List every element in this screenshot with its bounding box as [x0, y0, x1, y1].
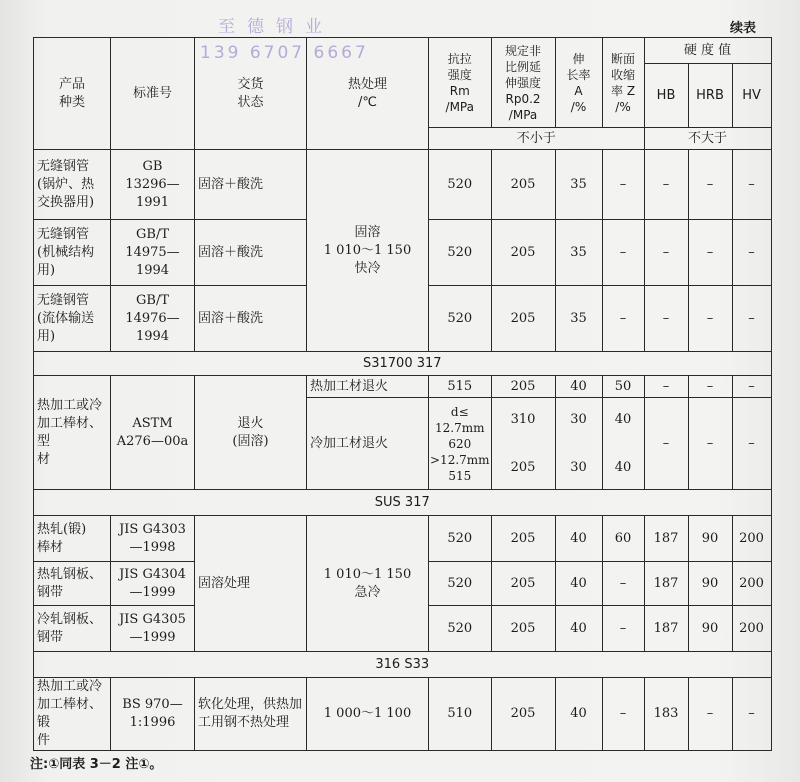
- hrb-cell: –: [688, 220, 732, 286]
- reduction-cell: 50: [602, 376, 644, 398]
- hb-cell: –: [644, 150, 688, 220]
- standard-cell: BS 970— 1:1996: [111, 678, 195, 751]
- hrb-cell: –: [688, 286, 732, 352]
- tensile-cell: 520: [429, 562, 492, 606]
- steel-properties-table: [33, 37, 772, 751]
- section-title: S31700 317: [34, 352, 772, 376]
- hb-cell: –: [644, 286, 688, 352]
- header-elongation: 伸 长率 A /%: [555, 38, 602, 128]
- header-hv: HV: [732, 64, 771, 128]
- hrb-cell: –: [688, 678, 732, 751]
- reduction-cell: –: [602, 606, 644, 652]
- tensile-cell: 515: [429, 376, 492, 398]
- product-cell: 热轧钢板、 钢带: [34, 562, 111, 606]
- table-row: [34, 516, 772, 562]
- watermark-phone: 139 6707 6667: [200, 43, 369, 63]
- hv-cell: –: [732, 150, 771, 220]
- hb-cell: –: [644, 220, 688, 286]
- tensile-cell: d≤ 12.7mm 620 >12.7mm 515: [429, 398, 492, 490]
- hv-cell: –: [732, 286, 771, 352]
- header-heat-treatment: 热处理 /℃: [307, 38, 429, 150]
- header-product: 产品 种类: [34, 38, 111, 150]
- yield-cell: 205: [491, 150, 555, 220]
- watermark-name: 至德钢业: [218, 17, 334, 37]
- hrb-cell: –: [688, 150, 732, 220]
- product-cell: 无缝钢管 (机械结构 用): [34, 220, 111, 286]
- product-cell: 热加工或冷 加工棒材、型 材: [34, 376, 111, 490]
- header-hb: HB: [644, 64, 688, 128]
- hv-cell: 200: [732, 562, 771, 606]
- heat-cell: 1 010～1 150 急冷: [307, 516, 429, 652]
- header-yield: 规定非 比例延 伸强度 Rp0.2 /MPa: [491, 38, 555, 128]
- reduction-cell: 60: [602, 516, 644, 562]
- header-standard: 标准号: [111, 38, 195, 150]
- product-cell: 热加工或冷 加工棒材、锻 件: [34, 678, 111, 751]
- standard-cell: JIS G4305 —1999: [111, 606, 195, 652]
- hv-cell: –: [732, 220, 771, 286]
- yield-cell: 205: [491, 286, 555, 352]
- hrb-cell: –: [688, 398, 732, 490]
- delivery-cell: 软化处理，供热加 工用钢不热处理: [195, 678, 307, 751]
- standard-cell: JIS G4303 —1998: [111, 516, 195, 562]
- standard-cell: GB/T 14975—1994: [111, 220, 195, 286]
- yield-cell: 205: [491, 606, 555, 652]
- header-hrb: HRB: [688, 64, 732, 128]
- section-row: [34, 652, 772, 678]
- elongation-cell: 35: [555, 286, 602, 352]
- elongation-cell: 35: [555, 150, 602, 220]
- hb-cell: –: [644, 398, 688, 490]
- yield-cell: 205: [491, 562, 555, 606]
- section-row: [34, 352, 772, 376]
- product-cell: 冷轧钢板、 钢带: [34, 606, 111, 652]
- header-not-less: 不小于: [429, 128, 645, 150]
- section-row: [34, 490, 772, 516]
- elongation-cell: 35: [555, 220, 602, 286]
- tensile-cell: 520: [429, 286, 492, 352]
- yield-cell: 205: [491, 678, 555, 751]
- yield-cell: 310 205: [491, 398, 555, 490]
- tensile-cell: 510: [429, 678, 492, 751]
- tensile-cell: 520: [429, 516, 492, 562]
- tensile-cell: 520: [429, 606, 492, 652]
- reduction-cell: –: [602, 150, 644, 220]
- standard-cell: JIS G4304 —1999: [111, 562, 195, 606]
- delivery-cell: 固溶处理: [195, 516, 307, 652]
- yield-cell: 205: [491, 220, 555, 286]
- product-cell: 热轧(锻) 棒材: [34, 516, 111, 562]
- footnote: 注:①同表 3－2 注①。: [30, 757, 163, 772]
- table-row: [34, 376, 772, 398]
- reduction-cell: –: [602, 678, 644, 751]
- elongation-cell: 30 30: [555, 398, 602, 490]
- hb-cell: –: [644, 376, 688, 398]
- heat-cell: 1 000～1 100: [307, 678, 429, 751]
- hrb-cell: 90: [688, 562, 732, 606]
- header-hardness: 硬 度 值: [644, 38, 771, 64]
- delivery-cell: 固溶＋酸洗: [195, 220, 307, 286]
- table-row: [34, 678, 772, 751]
- tensile-cell: 520: [429, 150, 492, 220]
- hv-cell: –: [732, 398, 771, 490]
- elongation-cell: 40: [555, 678, 602, 751]
- header-not-more: 不大于: [644, 128, 771, 150]
- hb-cell: 187: [644, 516, 688, 562]
- reduction-cell: 40 40: [602, 398, 644, 490]
- standard-cell: GB 13296—1991: [111, 150, 195, 220]
- hb-cell: 183: [644, 678, 688, 751]
- heat-cell: 固溶 1 010～1 150 快冷: [307, 150, 429, 352]
- table-row: [34, 150, 772, 220]
- continued-label: 续表: [729, 21, 756, 36]
- header-tensile: 抗拉 强度 Rm /MPa: [429, 38, 492, 128]
- hv-cell: –: [732, 376, 771, 398]
- hv-cell: 200: [732, 606, 771, 652]
- standard-cell: GB/T 14976—1994: [111, 286, 195, 352]
- delivery-cell: 固溶＋酸洗: [195, 150, 307, 220]
- hb-cell: 187: [644, 606, 688, 652]
- delivery-cell: 退火 (固溶): [195, 376, 307, 490]
- hv-cell: 200: [732, 516, 771, 562]
- elongation-cell: 40: [555, 562, 602, 606]
- section-title: 316 S33: [34, 652, 772, 678]
- yield-cell: 205: [491, 516, 555, 562]
- product-cell: 无缝钢管 (流体输送 用): [34, 286, 111, 352]
- hrb-cell: –: [688, 376, 732, 398]
- elongation-cell: 40: [555, 516, 602, 562]
- product-cell: 无缝钢管 (锅炉、热 交换器用): [34, 150, 111, 220]
- header-delivery: 交货 状态: [195, 38, 307, 150]
- reduction-cell: –: [602, 562, 644, 606]
- hrb-cell: 90: [688, 516, 732, 562]
- reduction-cell: –: [602, 286, 644, 352]
- tensile-cell: 520: [429, 220, 492, 286]
- hv-cell: –: [732, 678, 771, 751]
- section-title: SUS 317: [34, 490, 772, 516]
- hrb-cell: 90: [688, 606, 732, 652]
- elongation-cell: 40: [555, 606, 602, 652]
- heat-cell: 热加工材退火: [307, 376, 429, 398]
- delivery-cell: 固溶＋酸洗: [195, 286, 307, 352]
- standard-cell: ASTM A276—00a: [111, 376, 195, 490]
- reduction-cell: –: [602, 220, 644, 286]
- heat-cell: 冷加工材退火: [307, 398, 429, 490]
- elongation-cell: 40: [555, 376, 602, 398]
- header-reduction: 断面 收缩 率 Z /%: [602, 38, 644, 128]
- yield-cell: 205: [491, 376, 555, 398]
- hb-cell: 187: [644, 562, 688, 606]
